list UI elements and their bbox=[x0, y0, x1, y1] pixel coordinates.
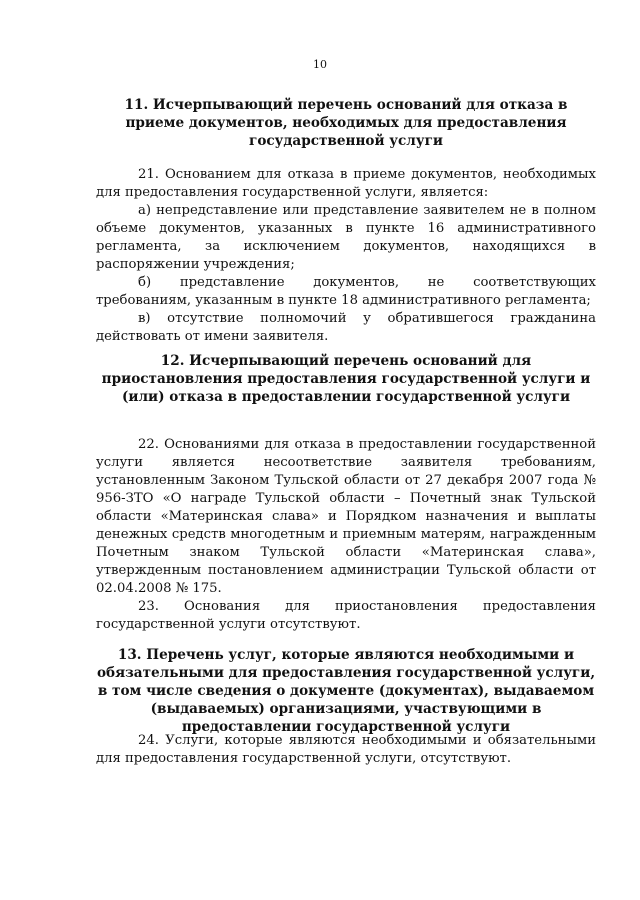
section-12-heading: 12. Исчерпывающий перечень оснований для приостановления предоставления государственной услуги и (или) отказа в предоставлении государственной услуги bbox=[101, 353, 591, 405]
paragraph-21-a: а) непредставление или представление заявителем не в полном объеме документов, указанных в пункте 16 административного регламента, за исключением документов, находящихся в распоряжении учреждения; bbox=[96, 203, 596, 272]
paragraph-22: 22. Основаниями для отказа в предоставлении государственной услуги является несоответствие заявителя требованиям, установленным Законом Тульской области от 27 декабря 2007 года № 956-ЗТО «О награде Тульской области – Почетный знак Тульской области «Материнская слава» и Порядком назначения и выплаты денежных средств многодетным и приемным матерям, награжденным Почетным знаком Тульской области «Материнская слава», утвержденным постановлением администрации Тульской области от 02.04.2008 № 175. bbox=[96, 437, 596, 596]
section-13-body bbox=[96, 732, 596, 768]
paragraph-23: 23. Основания для приостановления предоставления государственной услуги отсутствуют. bbox=[96, 599, 596, 632]
paragraph-21-b: б) представление документов, не соответствующих требованиям, указанным в пункте 18 административного регламента; bbox=[96, 275, 596, 308]
page-number: 10 bbox=[313, 58, 327, 71]
section-11-heading: 11. Исчерпывающий перечень оснований для отказа в приеме документов, необходимых для предоставления государственной услуги bbox=[124, 97, 568, 149]
paragraph-21: 21. Основанием для отказа в приеме документов, необходимых для предоставления государственной услуги, является: bbox=[96, 167, 596, 200]
section-13-heading: 13. Перечень услуг, которые являются необходимыми и обязательными для предоставления государственной услуги, в том числе сведения о документе (документах), выдаваемом (выдаваемых) организациями, участвующими в предоставлении государственной услуги bbox=[96, 647, 596, 735]
paragraph-21-c: в) отсутствие полномочий у обратившегося гражданина действовать от имени заявителя. bbox=[96, 311, 596, 344]
paragraph-24: 24. Услуги, которые являются необходимыми и обязательными для предоставления государственной услуги, отсутствуют. bbox=[96, 733, 596, 766]
section-11-body bbox=[96, 166, 596, 346]
section-12-body bbox=[96, 436, 596, 634]
